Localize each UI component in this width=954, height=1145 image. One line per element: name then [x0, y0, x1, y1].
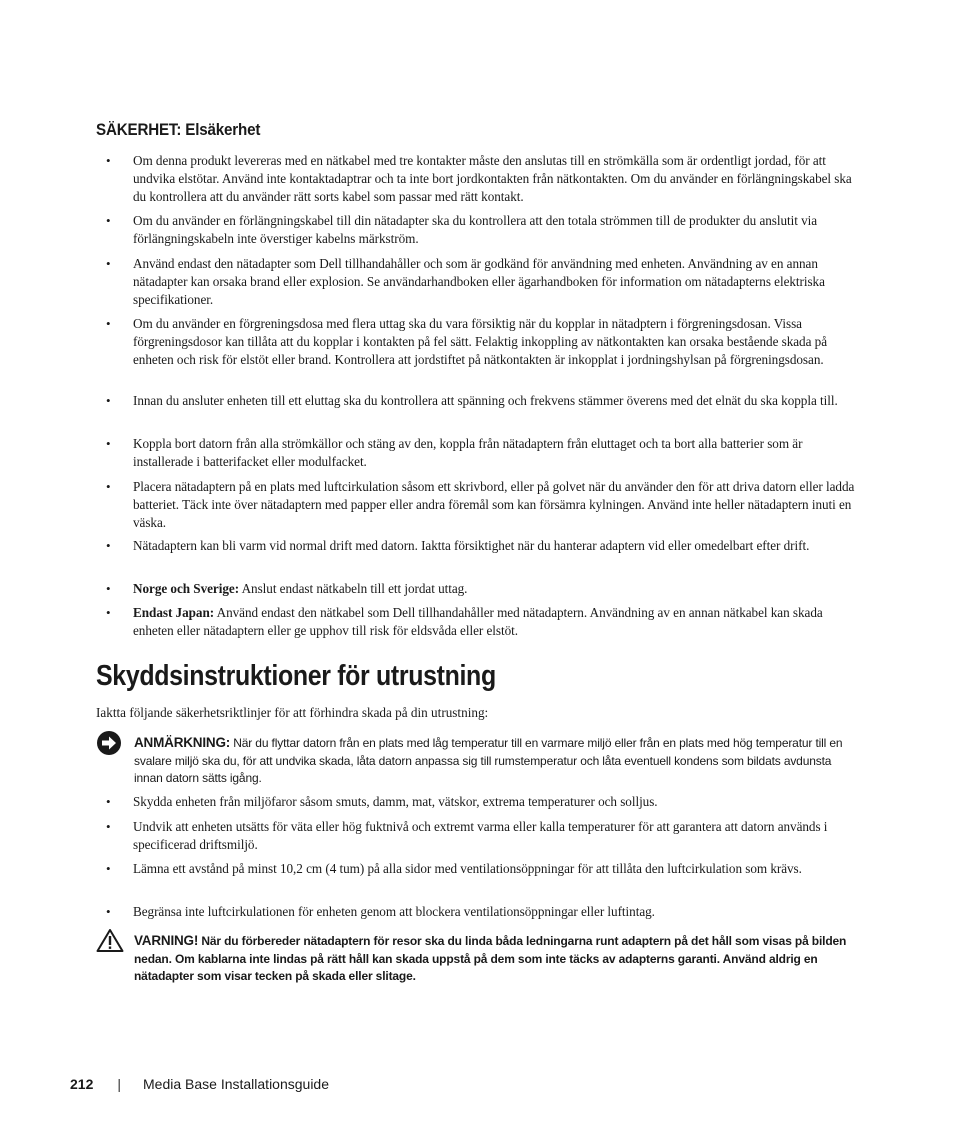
list-item	[106, 212, 857, 248]
list-item	[106, 860, 857, 878]
bullet-icon: •	[106, 479, 111, 494]
item-text: Om denna produkt levereras med en nätkabel med tre kontakter måste den anslutas till en strömkälla som är ordentligt jordad, för att undvika elstötar. Använd inte kontaktadaptrar och ta inte bort jordkontakten från nätkontakten. Om du använder en förlängningskabel ska du kontrollera att du använder rätt sorts kabel som passar med rätt kontakt.	[133, 153, 852, 204]
list-item	[106, 315, 857, 369]
list-item	[106, 392, 857, 410]
bullet-icon: •	[106, 393, 111, 408]
bullet-icon: •	[106, 153, 111, 168]
note-label: ANMÄRKNING:	[134, 735, 231, 750]
bullet-icon: •	[106, 605, 111, 620]
item-text: Anslut endast nätkabeln till ett jordat uttag.	[241, 581, 468, 596]
bullet-icon: •	[106, 213, 111, 228]
section-heading: SÄKERHET: Elsäkerhet	[96, 121, 261, 139]
item-text: Skydda enheten från miljöfaror såsom smuts, damm, mat, vätskor, extrema temperaturer och solljus.	[133, 794, 658, 809]
list-item	[106, 152, 857, 206]
item-text: Placera nätadaptern på en plats med luftcirkulation såsom ett skrivbord, eller på golvet när du använder den för att driva datorn eller ladda batteriet. Täck inte över nätadaptern med papper eller andra föremål som kan försämra kylningen. Använd inte heller nätadaptern inuti en väska.	[133, 479, 855, 530]
item-text: Undvik att enheten utsätts för väta eller hög fuktnivå och extremt varma eller kalla temperaturer för att garantera att datorn används i specificerad driftsmiljö.	[133, 819, 828, 852]
warning-text-block	[134, 932, 858, 986]
list-item	[106, 478, 857, 532]
note-text: När du flyttar datorn från en plats med låg temperatur till en varmare miljö eller från en plats med hög temperatur till en svalare miljö ska du, för att undvika skada, låta datorn anpassa sig till rumstemperatur och låta eventuell kondens som bildats avdunsta innan datorn sätts igång.	[134, 736, 843, 785]
bullet-icon: •	[106, 581, 111, 596]
warning-triangle-icon	[96, 928, 124, 958]
bullet-icon: •	[106, 316, 111, 331]
list-item	[106, 435, 857, 471]
item-text: Använd endast den nätadapter som Dell tillhandahåller och som är godkänd för användning med enheten. Användning av en annan nätadapter kan orsaka brand eller explosion. Se användarhandboken eller ägarhandboken för information om nätadapterns elektriska specifikationer.	[133, 256, 825, 307]
bullet-icon: •	[106, 538, 111, 553]
bullet-icon: •	[106, 794, 111, 809]
page-number: 212	[70, 1076, 94, 1092]
item-text: Innan du ansluter enheten till ett eluttag ska du kontrollera att spänning och frekvens stämmer överens med det elnät du ska koppla till.	[133, 393, 838, 408]
warning-label: VARNING!	[134, 933, 199, 948]
list-item	[106, 818, 857, 854]
note-text-block	[134, 734, 858, 788]
bullet-icon: •	[106, 436, 111, 451]
bullet-icon: •	[106, 819, 111, 834]
warning-text: När du förbereder nätadaptern för resor ska du linda båda ledningarna runt adaptern på det håll som visas på bilden nedan. Om kablarna inte lindas på rätt håll kan skada uppstå på dem som inte täcks av adapterns garanti. Använd aldrig en nätadapter som visar tecken på skada eller slitage.	[134, 934, 847, 983]
list-item	[106, 580, 857, 598]
item-text: Begränsa inte luftcirkulationen för enheten genom att blockera ventilationsöppningar eller luftintag.	[133, 904, 655, 919]
item-text: Lämna ett avstånd på minst 10,2 cm (4 tum) på alla sidor med ventilationsöppningar för att tillåta den luftcirkulation som krävs.	[133, 861, 802, 876]
list-item	[106, 903, 857, 921]
list-item	[106, 255, 857, 309]
bullet-icon: •	[106, 256, 111, 271]
item-text: Koppla bort datorn från alla strömkällor och stäng av den, koppla från nätadaptern från eluttaget och ta bort alla batterier som är installerade i batterifacket eller modulfacket.	[133, 436, 803, 469]
item-text: Nätadaptern kan bli varm vid normal drift med datorn. Iaktta försiktighet när du hanterar adaptern vid eller omedelbart efter drift.	[133, 538, 810, 553]
list-item	[106, 604, 857, 640]
item-text: Om du använder en förlängningskabel till din nätadapter ska du kontrollera att den totala strömmen till de produkter du anslutit via förlängningskabeln inte överstiger kabelns märkström.	[133, 213, 818, 246]
item-bold: Norge och Sverige:	[133, 581, 240, 596]
item-text: Om du använder en förgreningsdosa med flera uttag ska du vara försiktig när du kopplar in nätadptern i förgreningsdosan. Vissa förgreningsdosor kan tillåta att du kopplar i kontakten på fel sätt. Felaktig inkoppling av nätkontakten kan orsaka bestående skada på enheten och risk för elstöt eller brand. Kontrollera att jordstiftet på nätkontakten är inkopplat i jordningshylsan på förgreningsdosan.	[133, 316, 828, 367]
note-arrow-icon	[96, 730, 122, 761]
footer-separator: |	[117, 1076, 121, 1092]
bullet-icon: •	[106, 861, 111, 876]
list-item	[106, 793, 857, 811]
bullet-icon: •	[106, 904, 111, 919]
footer-title: Media Base Installationsguide	[143, 1076, 330, 1092]
page-footer	[70, 1076, 329, 1092]
item-bold: Endast Japan:	[133, 605, 215, 620]
list-item	[106, 537, 857, 555]
intro-text: Iaktta följande säkerhetsriktlinjer för att förhindra skada på din utrustning:	[96, 705, 489, 720]
item-text: Använd endast den nätkabel som Dell tillhandahåller med nätadaptern. Användning av en annan nätkabel kan skada enheten eller nätadaptern eller ge upphov till risk för eldsvåda eller elstöt.	[133, 605, 823, 638]
page-title: Skyddsinstruktioner för utrustning	[96, 660, 496, 692]
